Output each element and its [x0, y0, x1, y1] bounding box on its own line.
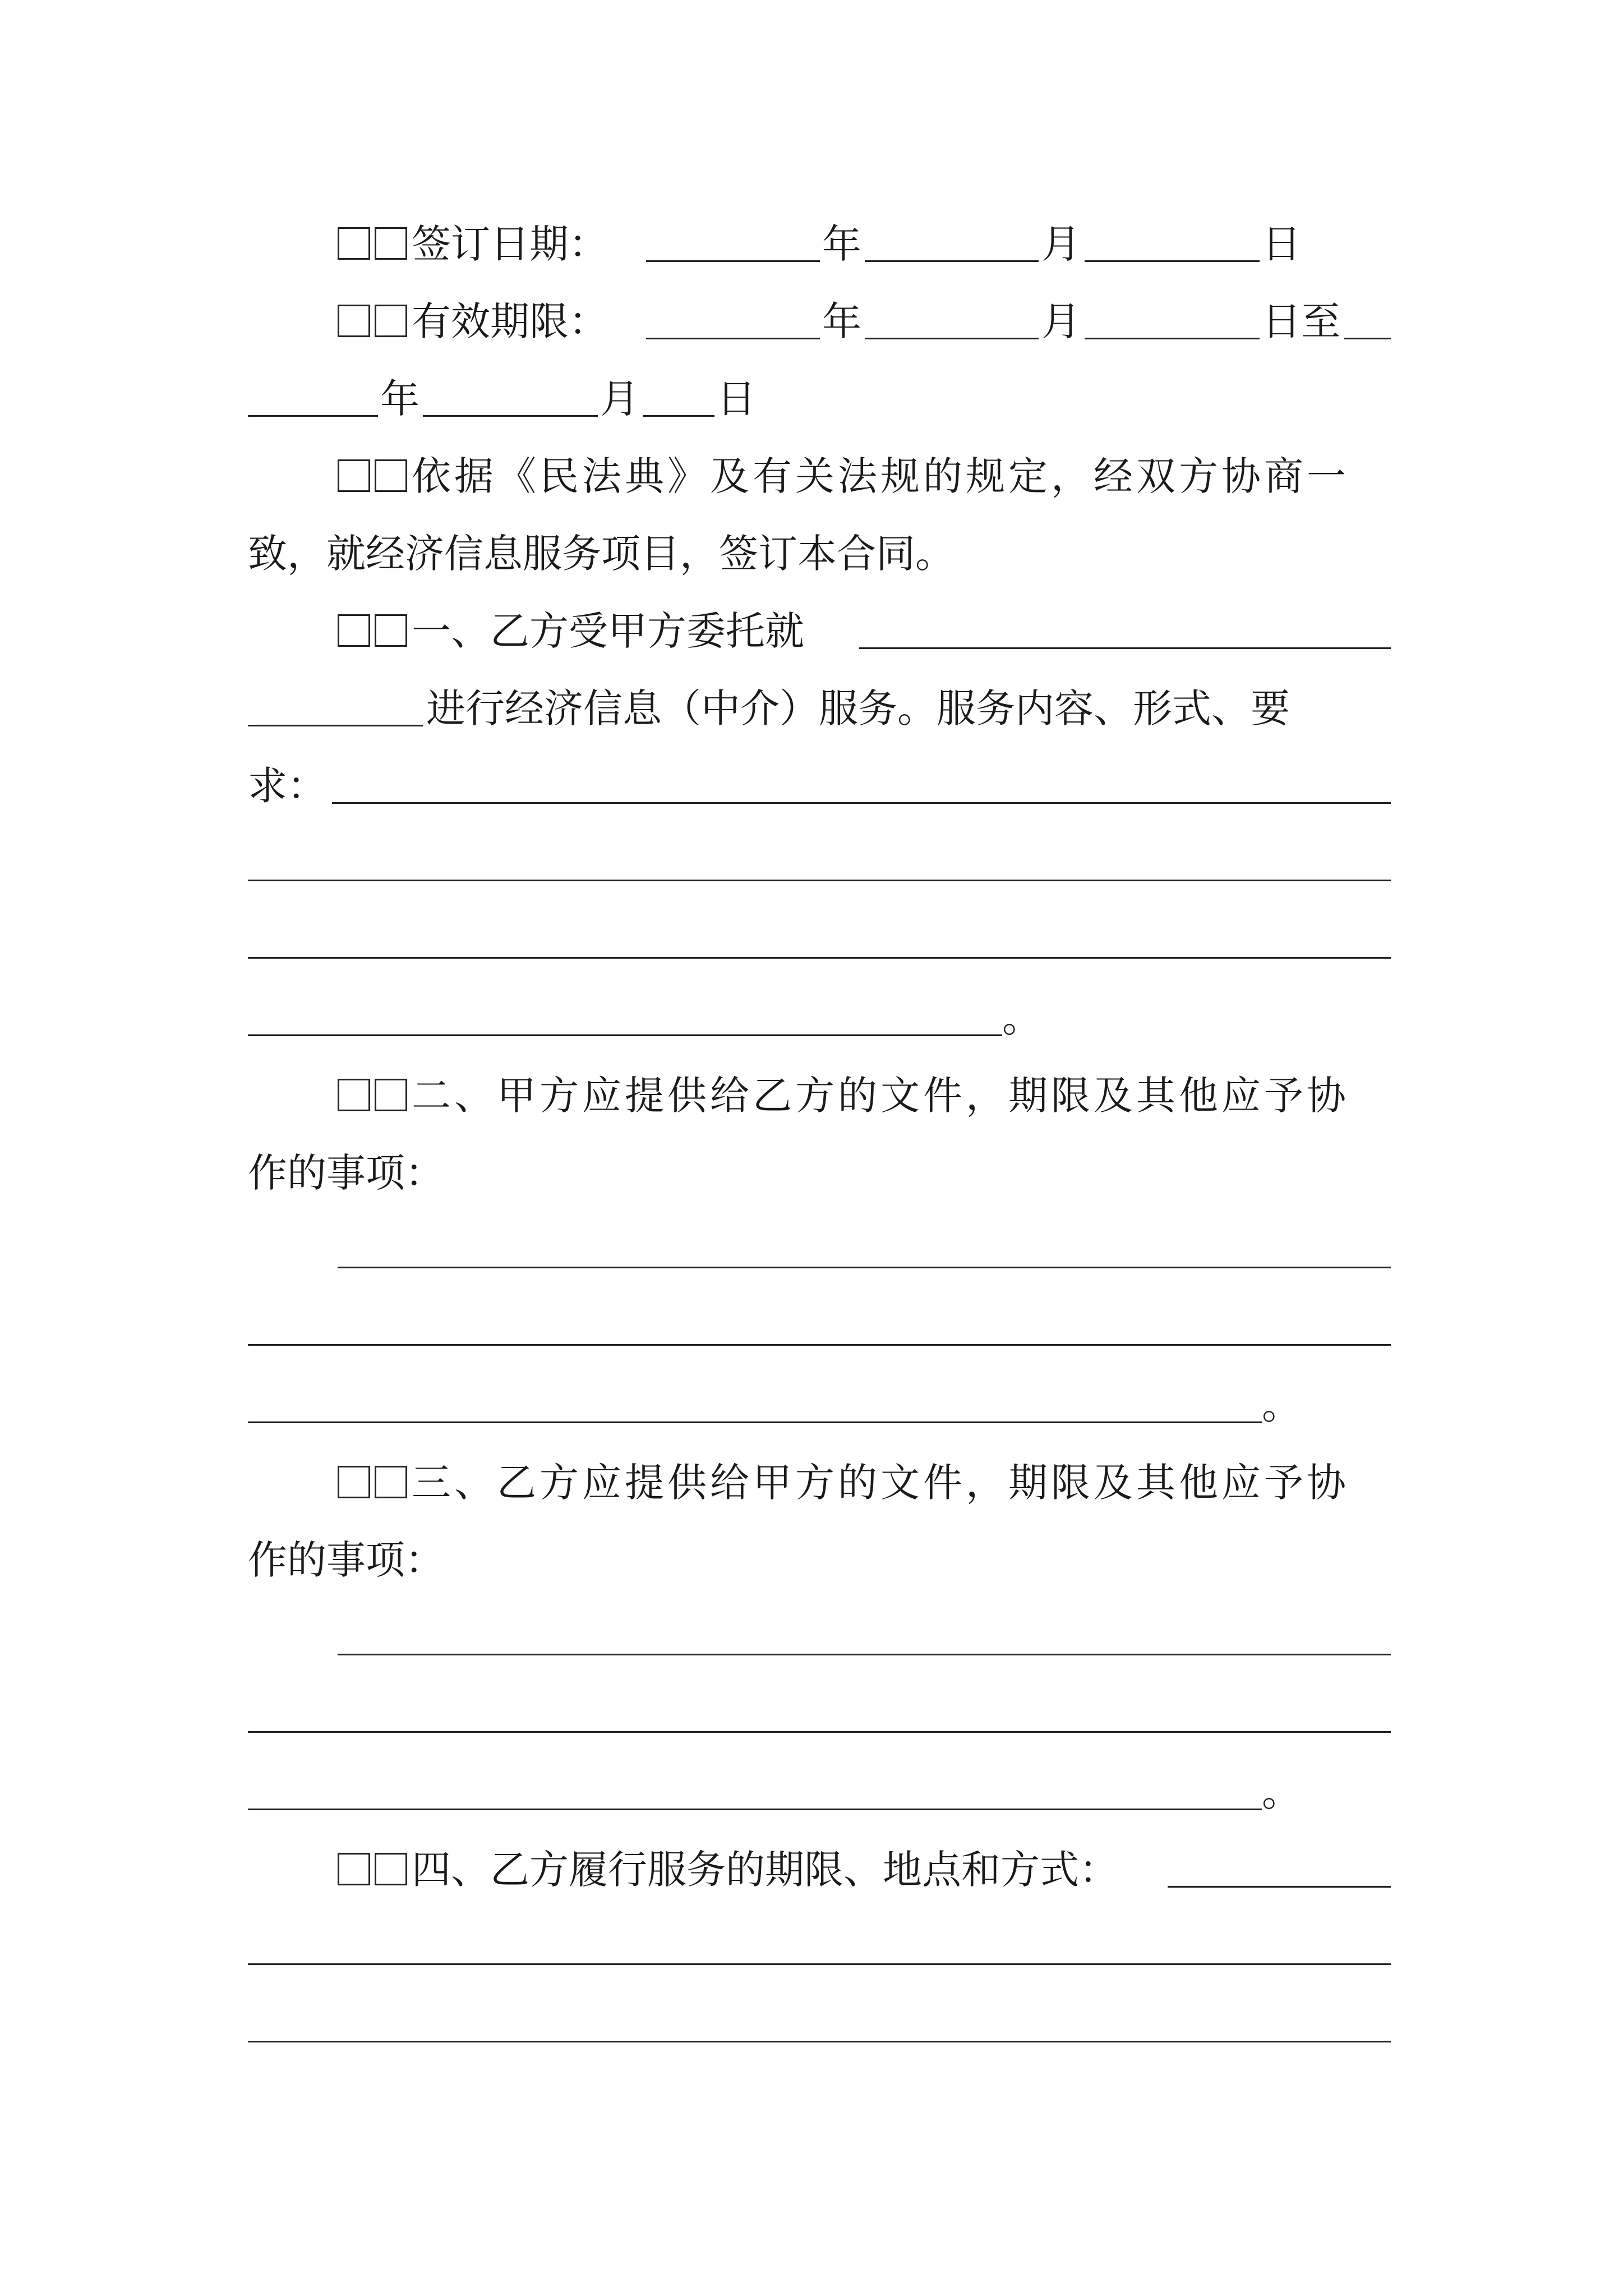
period: 。: [1002, 995, 1041, 1041]
period: 。: [1262, 1769, 1301, 1815]
clause-1-line-4: [248, 832, 1391, 894]
clause-4-blank-3[interactable]: [248, 2041, 1391, 2042]
clause-1-subject-blank-b[interactable]: [248, 725, 423, 726]
preamble-line-1: [248, 445, 1391, 507]
clause-3-text-2: 作的事项：: [248, 1537, 444, 1583]
checkbox-icon: [338, 614, 370, 647]
clause-3-blank-3[interactable]: [248, 1809, 1262, 1810]
end-year-blank-b[interactable]: [248, 415, 378, 417]
checkbox-icon: [375, 227, 407, 260]
month-label: 月: [1041, 221, 1081, 267]
checkbox-icon: [338, 305, 370, 337]
period: 。: [1262, 1382, 1301, 1428]
preamble-text-1: 依据《民法典》及有关法规的规定，经双方协商一: [412, 453, 1349, 499]
checkbox-icon: [375, 614, 407, 647]
checkbox-icon: [338, 1853, 370, 1885]
clause-2-blank-1[interactable]: [338, 1267, 1391, 1268]
start-month-blank[interactable]: [865, 338, 1039, 339]
signing-date-line: [248, 213, 1391, 275]
day-label: 日: [1262, 221, 1301, 267]
validity-line: [248, 291, 1391, 352]
clause-3-blank-2[interactable]: [248, 1731, 1391, 1733]
clause-2-blank-2[interactable]: [248, 1344, 1391, 1346]
clause-3-blank-1[interactable]: [338, 1654, 1391, 1655]
day-label: 日: [717, 376, 756, 422]
clause-3-line-4: [248, 1684, 1391, 1746]
month-blank[interactable]: [865, 260, 1039, 262]
month-label: 月: [600, 376, 639, 422]
month-label: 月: [1041, 298, 1081, 344]
checkbox-icon: [338, 1079, 370, 1111]
checkbox-icon: [375, 1079, 407, 1111]
clause-1-line-6: [248, 987, 1391, 1049]
clause-1-line-5: [248, 910, 1391, 972]
requirements-blank-1[interactable]: [332, 802, 1391, 804]
clause-3-line-2: [248, 1529, 1391, 1591]
day-blank[interactable]: [1085, 260, 1260, 262]
clause-4-line-2: [248, 1916, 1391, 1978]
clause-1-line-1: [248, 600, 1391, 662]
clause-2-blank-3[interactable]: [248, 1421, 1262, 1423]
clause-4-blank-2[interactable]: [248, 1963, 1391, 1965]
clause-3-line-3: [248, 1607, 1391, 1668]
clause-2-text-2: 作的事项：: [248, 1150, 444, 1196]
validity-end-line: [248, 368, 1391, 430]
year-blank[interactable]: [646, 260, 820, 262]
clause-3-line-1: [248, 1452, 1391, 1513]
requirements-blank-3[interactable]: [248, 957, 1391, 959]
clause-1-line-3: [248, 755, 1391, 817]
requirements-blank-4[interactable]: [248, 1034, 1002, 1036]
start-day-blank[interactable]: [1085, 338, 1260, 339]
clause-2-line-2: [248, 1142, 1391, 1204]
clause-1-text: 一、乙方受甲方委托就: [412, 608, 804, 654]
checkbox-icon: [375, 459, 407, 492]
year-label: 年: [380, 376, 419, 422]
clause-1-subject-blank-a[interactable]: [859, 647, 1391, 649]
clause-4-blank-1[interactable]: [1168, 1886, 1391, 1888]
clause-4-line-1: [248, 1839, 1391, 1901]
checkbox-icon: [338, 459, 370, 492]
clause-2-line-4: [248, 1297, 1391, 1359]
end-day-blank[interactable]: [643, 415, 714, 417]
clause-3-line-5: [248, 1761, 1391, 1823]
year-label: 年: [822, 221, 861, 267]
clause-4-line-3: [248, 1994, 1391, 2055]
clause-1-line-2: [248, 678, 1391, 739]
requirements-label: 求：: [248, 763, 326, 809]
clause-2-line-5: [248, 1374, 1391, 1436]
year-label: 年: [822, 298, 861, 344]
clause-2-line-1: [248, 1065, 1391, 1126]
end-year-blank-a[interactable]: [1344, 338, 1391, 339]
day-to-label: 日至: [1262, 298, 1340, 344]
preamble-line-2: [248, 523, 1391, 585]
checkbox-icon: [375, 1853, 407, 1885]
end-month-blank[interactable]: [423, 415, 598, 417]
signing-date-label: 签订日期：: [412, 221, 608, 267]
clause-2-text: 二、甲方应提供给乙方的文件，期限及其他应予协: [412, 1073, 1349, 1119]
clause-2-line-3: [248, 1220, 1391, 1281]
clause-1-text-2: 进行经济信息（中介）服务。服务内容、形式、要: [426, 685, 1290, 731]
preamble-text-2: 致，就经济信息服务项目，签订本合同。: [248, 531, 955, 577]
clause-4-text: 四、乙方履行服务的期限、地点和方式：: [412, 1847, 1118, 1893]
checkbox-icon: [338, 1466, 370, 1498]
checkbox-icon: [375, 305, 407, 337]
start-year-blank[interactable]: [646, 338, 820, 339]
requirements-blank-2[interactable]: [248, 880, 1391, 881]
checkbox-icon: [375, 1466, 407, 1498]
clause-3-text: 三、乙方应提供给甲方的文件，期限及其他应予协: [412, 1460, 1349, 1506]
checkbox-icon: [338, 227, 370, 260]
validity-label: 有效期限：: [412, 298, 608, 344]
